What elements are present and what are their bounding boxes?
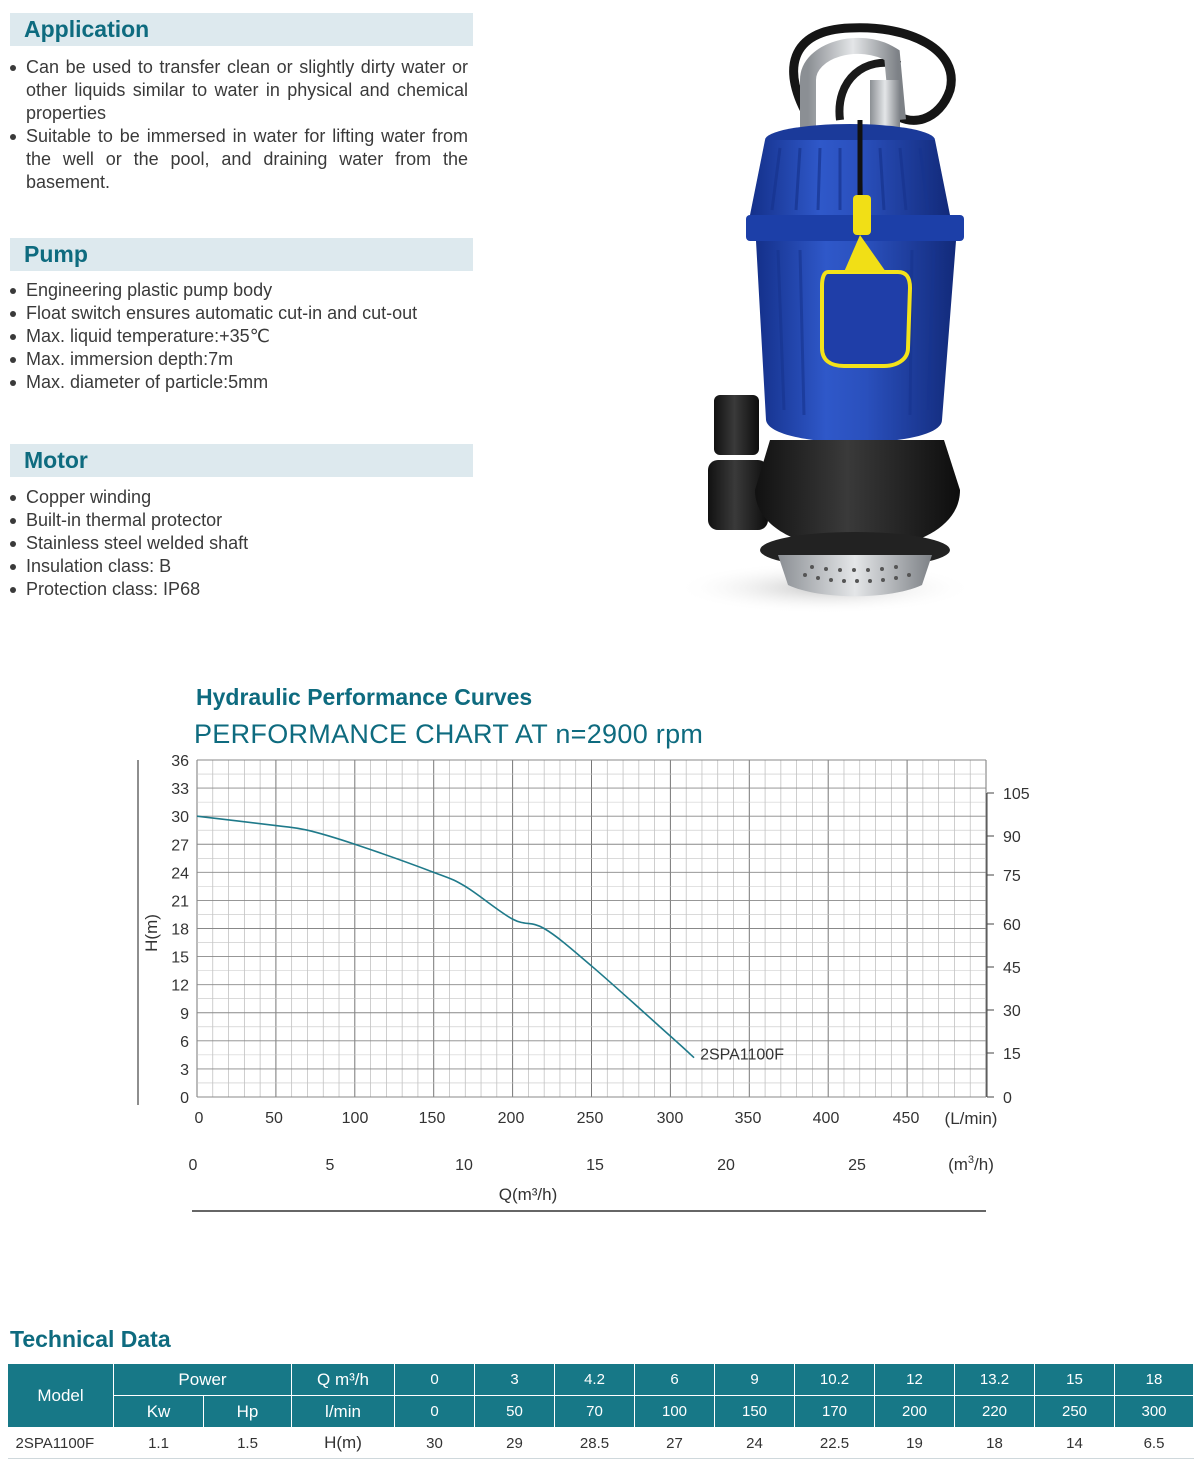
pump-item: Max. liquid temperature:+35℃ — [8, 325, 468, 348]
q-lmin-value: 300 — [1115, 1396, 1194, 1428]
application-list — [8, 56, 468, 194]
chart-title: Hydraulic Performance Curves — [196, 684, 533, 710]
y-tick-label: 30 — [171, 809, 189, 827]
q-m3h-value: 0 — [395, 1364, 475, 1396]
x-unit-lmin: (L/min) — [944, 1109, 998, 1128]
y-axis-label: H(m) — [142, 914, 161, 952]
chart-subtitle: PERFORMANCE CHART AT n=2900 rpm — [194, 719, 704, 749]
head-cell: 22.5 — [795, 1428, 875, 1459]
x-unit-m3h: $(m^3/h)$ — [948, 1154, 994, 1174]
y-tick-label: 9 — [180, 1005, 189, 1023]
application-heading: Application — [24, 16, 150, 42]
x-tick-label-m3h: 0 — [188, 1157, 198, 1174]
q-lmin-value: 150 — [715, 1396, 795, 1428]
series-label: 2SPA1100F — [700, 1046, 784, 1064]
table-header-row-q-lmin — [8, 1396, 1194, 1428]
y-tick-label: 21 — [171, 893, 189, 911]
q-m3h-value: 13.2 — [955, 1364, 1035, 1396]
series-line-2spa1100f — [197, 816, 694, 1058]
y-tick-label: 12 — [171, 977, 189, 995]
head-cell: 24 — [715, 1428, 795, 1459]
pump-heading: Pump — [24, 241, 88, 267]
hp-cell: 1.5 — [204, 1428, 292, 1459]
x-tick-label-lmin: 250 — [576, 1110, 604, 1127]
pump-item: Max. immersion depth:7m — [8, 348, 468, 371]
x-tick-label-m3h: 20 — [717, 1157, 735, 1174]
pump-item: Engineering plastic pump body — [8, 279, 468, 302]
q-m3h-value: 4.2 — [555, 1364, 635, 1396]
q-lmin-value: 250 — [1035, 1396, 1115, 1428]
submersible-pump-illustration — [660, 10, 980, 620]
application-item: Can be used to transfer clean or slightly dirty water or other liquids similar to water in physical and chemical properties — [8, 56, 468, 125]
head-cell: 18 — [955, 1428, 1035, 1459]
q-lmin-label: l/min — [292, 1396, 395, 1428]
motor-item: Protection class: IP68 — [8, 578, 468, 601]
q-lmin-value: 0 — [395, 1396, 475, 1428]
head-cell: 30 — [395, 1428, 475, 1459]
y-tick-label: 36 — [171, 753, 189, 770]
pump-item: Float switch ensures automatic cut-in and cut-out — [8, 302, 468, 325]
x-tick-label-lmin: 400 — [812, 1110, 840, 1127]
table-header-row-q-m3h — [8, 1364, 1194, 1396]
motor-section-header — [10, 444, 473, 477]
q-m3h-value: 18 — [1115, 1364, 1194, 1396]
application-item: Suitable to be immersed in water for lifting water from the well or the pool, and draining water from the basement. — [8, 125, 468, 194]
right-tick-label: 105 — [1003, 786, 1030, 803]
power-header: Power — [114, 1364, 292, 1396]
y-tick-label: 0 — [180, 1090, 189, 1107]
hp-header: Hp — [204, 1396, 292, 1428]
x-tick-label-lmin: 50 — [265, 1110, 283, 1127]
q-lmin-value: 220 — [955, 1396, 1035, 1428]
y-tick-label: 18 — [171, 921, 189, 939]
right-tick-label: 60 — [1003, 917, 1021, 934]
q-m3h-value: 9 — [715, 1364, 795, 1396]
head-cell: 6.5 — [1115, 1428, 1194, 1459]
right-tick-label: 30 — [1003, 1003, 1021, 1020]
performance-chart — [0, 740, 1200, 1220]
kw-header: Kw — [114, 1396, 204, 1428]
head-cell: 19 — [875, 1428, 955, 1459]
q-lmin-value: 200 — [875, 1396, 955, 1428]
y-tick-label: 15 — [171, 949, 189, 967]
technical-data-title: Technical Data — [10, 1326, 171, 1352]
head-cell: 29 — [475, 1428, 555, 1459]
q-lmin-value: 50 — [475, 1396, 555, 1428]
table-row — [8, 1428, 1194, 1459]
motor-item: Insulation class: B — [8, 555, 468, 578]
y-tick-label: 3 — [180, 1061, 189, 1079]
q-m3h-value: 3 — [475, 1364, 555, 1396]
x-tick-label-lmin: 300 — [656, 1110, 684, 1127]
pump-item: Max. diameter of particle:5mm — [8, 371, 468, 394]
head-cell: 14 — [1035, 1428, 1115, 1459]
q-m3h-label: Q m³/h — [292, 1364, 395, 1396]
right-tick-label: 0 — [1003, 1090, 1012, 1107]
x-tick-label-lmin: 100 — [341, 1110, 369, 1127]
motor-item: Copper winding — [8, 486, 468, 509]
x-tick-label-m3h: 10 — [455, 1157, 473, 1174]
y-tick-label: 24 — [171, 865, 189, 883]
model-cell: 2SPA1100F — [8, 1428, 114, 1459]
y-tick-label: 6 — [180, 1033, 189, 1051]
q-lmin-value: 100 — [635, 1396, 715, 1428]
right-tick-label: 15 — [1003, 1046, 1021, 1063]
y-tick-label: 33 — [171, 781, 189, 799]
pump-list — [8, 279, 468, 394]
q-m3h-value: 12 — [875, 1364, 955, 1396]
x-tick-label-lmin: 0 — [194, 1110, 204, 1127]
q-lmin-value: 170 — [795, 1396, 875, 1428]
h-label-cell: H(m) — [292, 1428, 395, 1459]
technical-data-table — [7, 1363, 1194, 1459]
q-m3h-value: 15 — [1035, 1364, 1115, 1396]
right-tick-label: 45 — [1003, 960, 1021, 977]
motor-heading: Motor — [24, 447, 88, 473]
q-m3h-value: 10.2 — [795, 1364, 875, 1396]
q-m3h-value: 6 — [635, 1364, 715, 1396]
x-tick-label-m3h: 5 — [325, 1157, 335, 1174]
x-axis-label: Q(m³/h) — [498, 1185, 558, 1204]
head-cell: 27 — [635, 1428, 715, 1459]
x-tick-label-lmin: 450 — [892, 1110, 920, 1127]
x-tick-label-lmin: 200 — [497, 1110, 525, 1127]
pump-section-header — [10, 238, 473, 271]
y-tick-label: 27 — [171, 837, 189, 855]
application-section-header — [10, 13, 473, 46]
kw-cell: 1.1 — [114, 1428, 204, 1459]
q-lmin-value: 70 — [555, 1396, 635, 1428]
x-tick-label-m3h: 15 — [586, 1157, 604, 1174]
x-tick-label-lmin: 350 — [734, 1110, 762, 1127]
right-tick-label: 75 — [1003, 868, 1021, 885]
head-cell: 28.5 — [555, 1428, 635, 1459]
x-tick-label-lmin: 150 — [418, 1110, 446, 1127]
x-tick-label-m3h: 25 — [848, 1157, 866, 1174]
model-header: Model — [8, 1364, 114, 1428]
motor-item: Stainless steel welded shaft — [8, 532, 468, 555]
motor-item: Built-in thermal protector — [8, 509, 468, 532]
motor-list — [8, 486, 468, 601]
right-tick-label: 90 — [1003, 829, 1021, 846]
